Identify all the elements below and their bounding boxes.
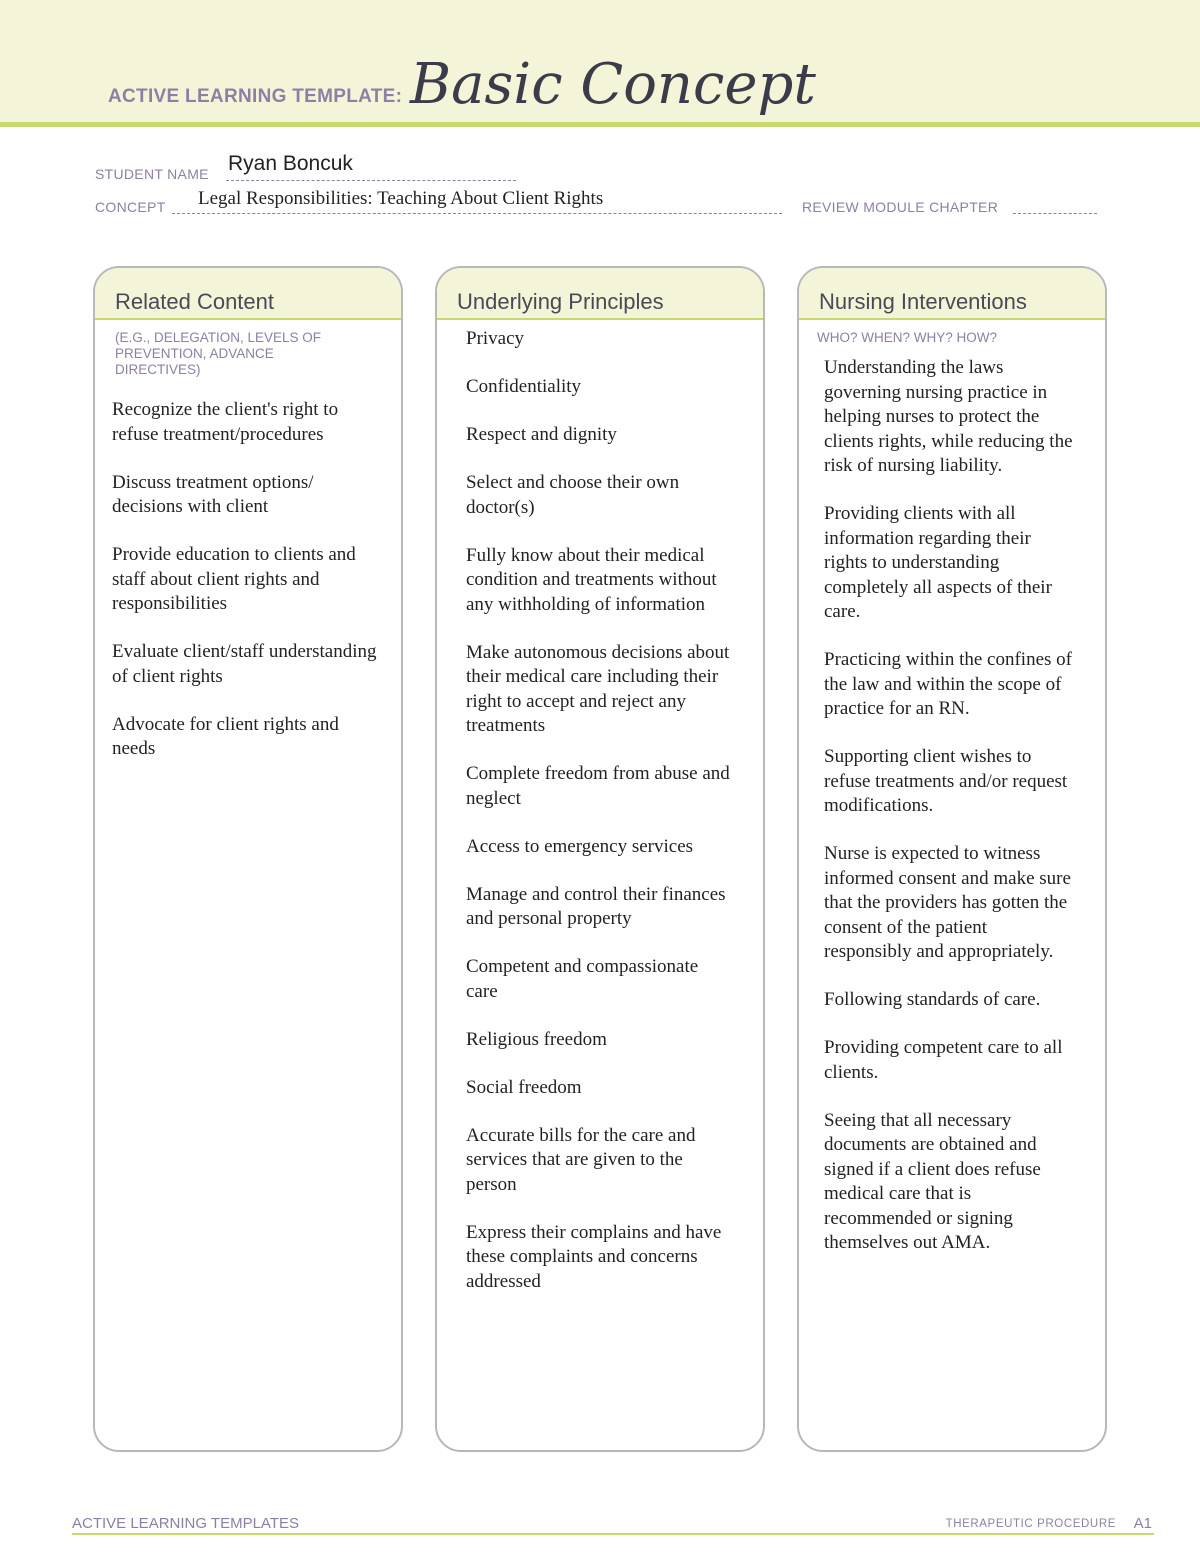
list-item: Manage and control their finances and personal property bbox=[466, 883, 726, 929]
header-divider bbox=[0, 122, 1200, 127]
underlying-principles-header bbox=[437, 268, 763, 320]
list-item: Religious freedom bbox=[466, 1028, 607, 1050]
nursing-interventions-list bbox=[799, 346, 1105, 1256]
list-item: Discuss treatment options/ decisions with client bbox=[112, 471, 314, 517]
concept-label: CONCEPT bbox=[95, 199, 166, 215]
list-item: Seeing that all necessary documents are obtained and signed if a client does refuse medical care that is recommended or signing themselves out AMA. bbox=[824, 1109, 1041, 1253]
concept-field[interactable]: Legal Responsibilities: Teaching About Client Rights bbox=[198, 188, 604, 209]
footer-divider bbox=[72, 1533, 1154, 1535]
underlying-principles-panel bbox=[435, 266, 765, 1452]
underlying-principles-title: Underlying Principles bbox=[457, 289, 664, 314]
underlying-principles-list bbox=[437, 320, 763, 1294]
template-label: ACTIVE LEARNING TEMPLATE: bbox=[108, 86, 403, 107]
list-item: Make autonomous decisions about their medical care including their right to accept and reject any treatments bbox=[466, 641, 730, 736]
nursing-interventions-title: Nursing Interventions bbox=[819, 289, 1027, 314]
list-item: Privacy bbox=[466, 328, 525, 349]
related-content-panel bbox=[93, 266, 403, 1452]
related-content-header bbox=[95, 268, 401, 320]
nursing-interventions-panel bbox=[797, 266, 1107, 1452]
list-item: Practicing within the confines of the law and within the scope of practice for an RN. bbox=[824, 649, 1072, 719]
list-item: Confidentiality bbox=[466, 376, 582, 397]
list-item: Understanding the laws governing nursing practice in helping nurses to protect the clients rights, while reducing the risk of nursing liability. bbox=[824, 357, 1073, 476]
footer-page-code: A1 bbox=[1133, 1515, 1152, 1532]
list-item: Providing competent care to all clients. bbox=[824, 1037, 1063, 1083]
list-item: Providing clients with all information regarding their rights to understanding completely all aspects of their care. bbox=[824, 503, 1052, 622]
list-item: Complete freedom from abuse and neglect bbox=[466, 763, 730, 809]
concept-line bbox=[172, 213, 782, 214]
list-item: Advocate for client rights and needs bbox=[112, 713, 339, 759]
list-item: Recognize the client's right to refuse treatment/procedures bbox=[112, 399, 339, 445]
list-item: Evaluate client/staff understanding of client rights bbox=[112, 641, 377, 687]
review-module-label: REVIEW MODULE CHAPTER bbox=[802, 199, 999, 215]
student-name-label: STUDENT NAME bbox=[95, 166, 209, 182]
list-item: Fully know about their medical condition and treatments without any withholding of information bbox=[466, 544, 717, 615]
list-item: Nurse is expected to witness informed consent and make sure that the providers has gotten the consent of the patient responsibly and appropriately. bbox=[824, 843, 1071, 962]
list-item: Express their complains and have these complaints and concerns addressed bbox=[466, 1221, 722, 1292]
nursing-interventions-header bbox=[799, 268, 1105, 320]
list-item: Access to emergency services bbox=[466, 835, 694, 857]
list-item: Following standards of care. bbox=[824, 989, 1041, 1010]
related-content-title: Related Content bbox=[115, 289, 274, 314]
related-content-list bbox=[95, 378, 401, 762]
footer-right-label: THERAPEUTIC PROCEDURE bbox=[945, 1518, 1116, 1530]
nursing-interventions-subtitle: WHO? WHEN? WHY? HOW? bbox=[817, 330, 998, 345]
footer-left-label: ACTIVE LEARNING TEMPLATES bbox=[72, 1515, 299, 1532]
list-item: Respect and dignity bbox=[466, 424, 617, 445]
list-item: Select and choose their own doctor(s) bbox=[466, 472, 680, 518]
template-title: Basic Concept bbox=[410, 52, 816, 117]
student-name-field[interactable]: Ryan Boncuk bbox=[228, 152, 353, 175]
related-content-subtitle: (E.G., DELEGATION, LEVELS OF PREVENTION, ADVANCE DIRECTIVES) bbox=[115, 330, 322, 377]
review-module-chapter-field[interactable] bbox=[1013, 213, 1097, 214]
list-item: Provide education to clients and staff about client rights and responsibilities bbox=[112, 544, 356, 614]
list-item: Accurate bills for the care and services that are given to the person bbox=[466, 1124, 696, 1195]
list-item: Social freedom bbox=[466, 1076, 582, 1098]
list-item: Competent and compassionate care bbox=[466, 956, 699, 1002]
student-name-line bbox=[226, 180, 516, 181]
list-item: Supporting client wishes to refuse treatments and/or request modifications. bbox=[824, 746, 1068, 816]
